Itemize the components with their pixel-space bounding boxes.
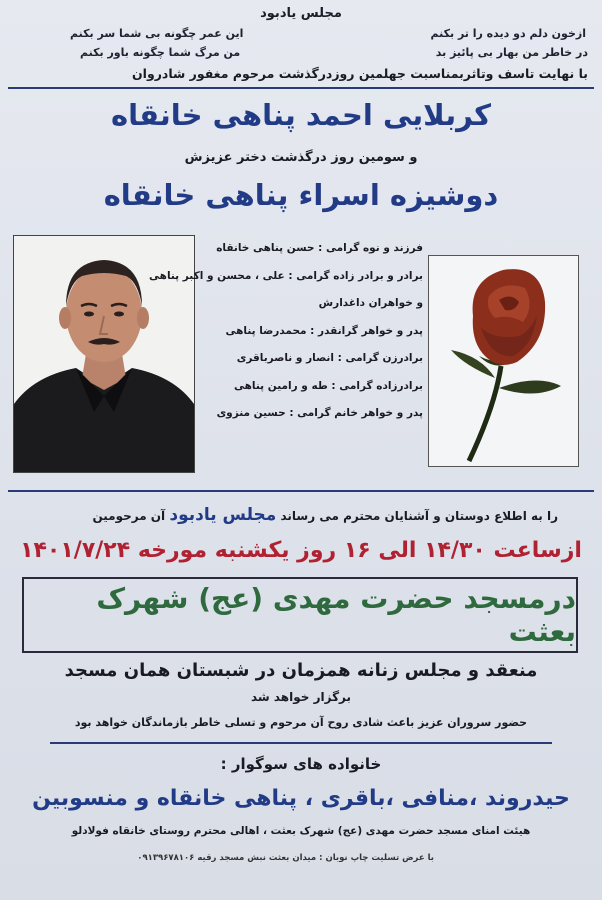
header-title: مجلس یادبود: [260, 6, 342, 21]
mourning-families: حیدروند ،منافی ،باقری ، پناهی خانقاه و منسوبین: [32, 786, 570, 811]
poem-line-2-left: من مرگ شما چگونه باور بکنم: [80, 46, 241, 59]
poem-line-1-right: ازخون دلم دو دیده را تر بکنم: [430, 27, 586, 40]
announcement-text-after: آن مرحومین: [92, 509, 166, 523]
family-list-item: برادرزاده گرامی : طه و رامین پناهی: [234, 379, 423, 392]
family-list-item: و خواهران داغدارش: [318, 297, 423, 309]
family-list-item: پدر و خواهر خانم گرامی : حسین منزوی: [216, 407, 423, 419]
deceased-subline: و سومین روز درگذشت دختر عزیزش: [184, 150, 418, 165]
sadness-line: با نهایت تاسف وتاثربمناسبت جهلمین روزدرگذشت مرحوم مغفور شادروان: [131, 66, 588, 81]
mourners-title: خانواده های سوگوار :: [220, 755, 382, 773]
middle-divider: [8, 490, 594, 492]
deceased-name-2: دوشیزه اسراء پناهی خانقاه: [103, 178, 499, 212]
date-time-line: ازساعت ۱۴/۳۰ الی ۱۶ روز یکشنبه مورخه ۱۴۰۱/۷/۲۴: [20, 538, 582, 563]
venue-box: [22, 577, 578, 653]
women-session-line: منعقد و مجلس زنانه همزمان در شبستان همان مسجد: [64, 660, 538, 681]
venue-text: درمسجد حضرت مهدی (عج) شهرک بعثت: [96, 582, 576, 648]
lower-divider: [50, 742, 552, 744]
rose-icon: [429, 256, 578, 466]
held-line: برگزار خواهد شد: [250, 690, 352, 704]
red-rose-image: [428, 255, 579, 467]
presence-line: حضور سروران عزیز باعث شادی روح آن مرحوم و تسلی خاطر بازماندگان خواهد بود: [74, 716, 528, 729]
family-list-item: فرزند و نوه گرامی : حسن پناهی خانقاه: [216, 242, 423, 254]
family-list: [149, 235, 423, 428]
trustees-line: هیئت امنای مسجد حضرت مهدی (عج) شهرک بعثت ، اهالی محترم روستای خانقاه فولادلو: [71, 825, 531, 837]
poem-line-2-right: در خاطر من بهار بی پائیز بد: [435, 46, 588, 59]
announcement-text-before: را به اطلاع دوستان و آشنایان محترم می رساند: [280, 509, 558, 523]
top-divider: [8, 87, 594, 89]
poem-line-1-left: این عمر چگونه بی شما سر بکنم: [70, 27, 244, 40]
printer-credit: با عرض تسلیت چاپ نوبان : میدان بعثت نبش مسجد رقیه ۰۹۱۳۹۶۷۸۱۰۶: [137, 853, 434, 863]
family-list-item: برادر و برادر زاده گرامی : علی ، محسن و اکبر پناهی: [149, 269, 423, 282]
deceased-name-1: کربلایی احمد پناهی خانقاه: [111, 98, 491, 132]
family-list-item: پدر و خواهر گرانقدر : محمدرضا پناهی: [225, 324, 423, 337]
announcement-highlight: مجلس یادبود: [169, 505, 277, 525]
family-list-item: برادرزن گرامی : انصار و ناصرباقری: [236, 352, 423, 364]
announcement-line: [92, 505, 558, 525]
